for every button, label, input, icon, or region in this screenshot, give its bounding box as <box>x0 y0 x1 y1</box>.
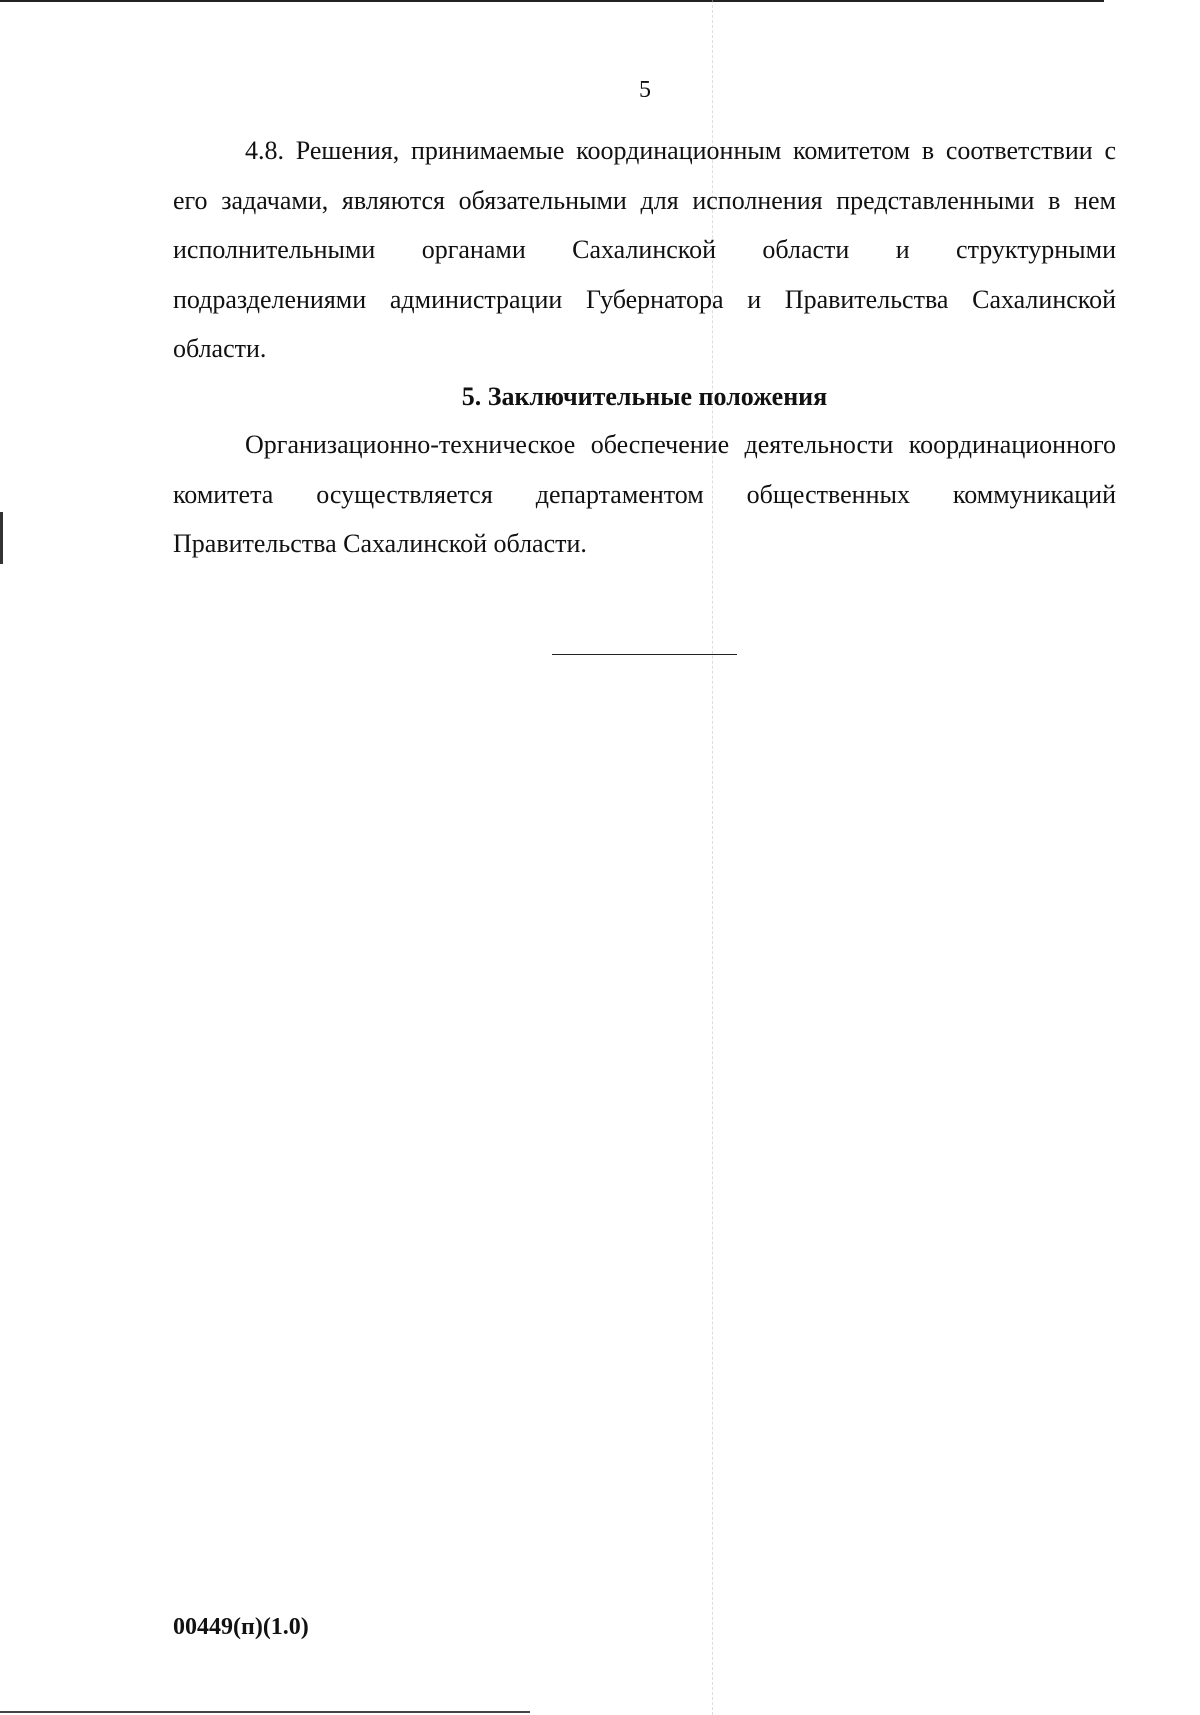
end-of-text-rule <box>552 654 737 655</box>
section-5-paragraph-block <box>173 420 1116 569</box>
document-code: 00449(п)(1.0) <box>173 1614 309 1640</box>
scan-left-mark <box>0 512 3 564</box>
scan-bottom-edge <box>0 1711 530 1713</box>
scan-top-edge <box>0 0 1104 2</box>
section-5-paragraph: Организационно-техническое обеспечение деятельности координационного комитета осуществляется департаментом общественных коммуникаций Правительства Сахалинской области. <box>173 430 1116 558</box>
page-number: 5 <box>639 77 651 103</box>
paragraph-4-8: 4.8. Решения, принимаемые координационным комитетом в соответствии с его задачами, являются обязательными для исполнения представленными в нем исполнительными органами Сахалинской области и структурными подразделениями администрации Губернатора и Правительства Сахалинской области. <box>173 136 1116 363</box>
section-5-heading: 5. Заключительные положения <box>461 382 828 411</box>
paragraph-4-8-block <box>173 126 1116 374</box>
